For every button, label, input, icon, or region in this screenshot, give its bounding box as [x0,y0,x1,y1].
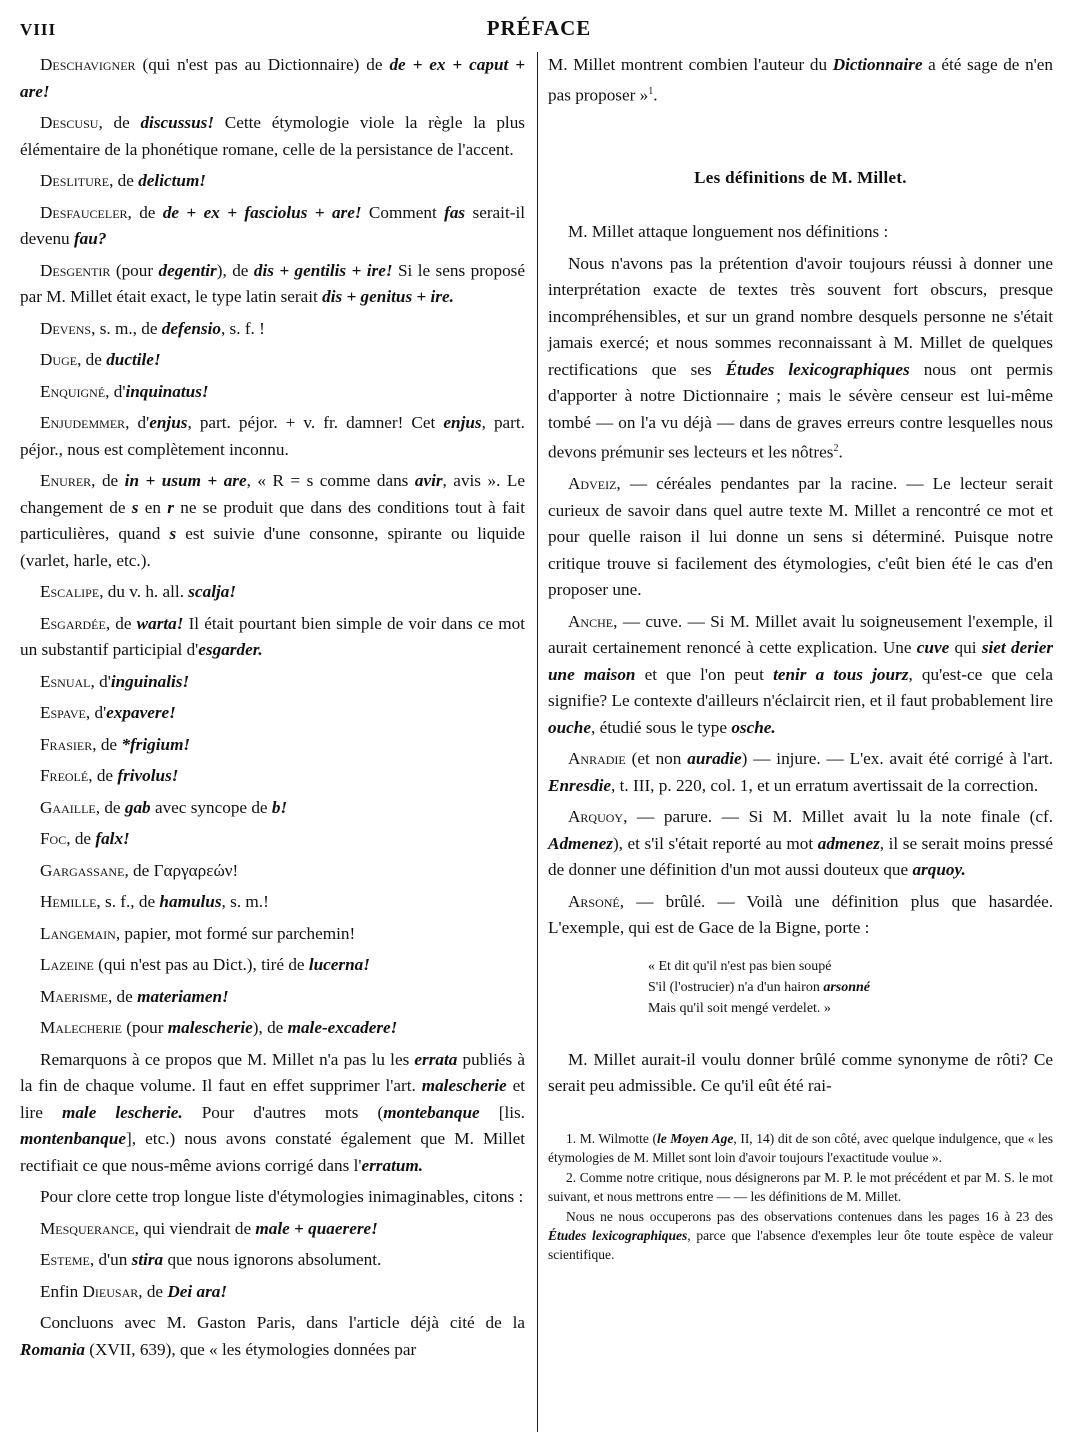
paragraph-concluons: Concluons avec M. Gaston Paris, dans l'article déjà cité de la Romania (XVII, 639), que « les étymologies données par [20,1313,525,1359]
entry-devens: Devens, s. m., de defensio, s. f. ! [40,318,265,338]
footnotes [548,1129,1053,1264]
paragraph-pretention: Nous n'avons pas la prétention d'avoir toujours réussi à donner une interprétation exacte de textes très souvent fort obscurs, presque incompréhensibles, et sur un grand nombre desquels personne ne s'était jamais exercé; et nous sommes reconnaissant à M. Millet de quelques rectifications que ses Études lexicographiques nous ont permis d'apporter à notre Dictionnaire ; mais le sévère censeur est lui-même tombé — on l'a vu déjà — dans de graves erreurs contre lesquelles nous devons prémunir ses lecteurs et les nôtres$^2$. [548,253,1053,462]
entry-duge: Duge, de ductile! [40,350,161,369]
entry-escalipe: Escalipe, du v. h. all. scalja! [40,582,237,601]
entry-descusu: Descusu, de discussus! Cette étymologie viole la règle la plus élémentaire de la phonétique romane, celle de la persistance de l'accent. [20,113,525,159]
entry-espave: Espave, d'expavere! [40,703,176,722]
footnote-rule [548,1122,1053,1123]
entry-hemille: Hemille, s. f., de hamulus, s. m.! [40,892,269,911]
entry-enquigne: Enquigné, d'inquinatus! [40,381,209,401]
entry-malecherie: Malecherie (pour malescherie), de male-excadere! [40,1018,398,1037]
entry-esgardee: Esgardée, de warta! Il était pourtant bien simple de voir dans ce mot un substantif participial d'esgarder. [20,613,525,659]
running-title: PRÉFACE [486,16,592,40]
entry-desgentir: Desgentir (pour degentir), de dis + gentilis + ire! Si le sens proposé par M. Millet était exact, le type latin serait dis + genitus + ire. [20,260,525,306]
paragraph-remarquons: Remarquons à ce propos que M. Millet n'a pas lu les errata publiés à la fin de chaque volume. Il faut en effet supprimer l'art. malescherie et lire male lescherie. Pour d'autres mots (montebanque [lis. montenbanque], etc.) nous avons constaté également que M. Millet rectifiait ce que nous-même avions corrigé dans l'erratum. [20,1049,525,1175]
entry-arquoy: Arquoy, — parure. — Si M. Millet avait lu la note finale (cf. Admenez), et s'il s'était reporté au mot admenez, il se serait moins pressé de donner une définition d'un mot aussi douteux que arquoy. [548,807,1054,880]
entry-desfauceler: Desfauceler, de de + ex + fasciolus + are! Comment fas serait-il devenu fau? [20,202,525,248]
entry-frasier: Frasier, de *frigium! [40,734,191,754]
column-divider [537,52,538,1432]
paragraph-continuation: M. Millet montrent combien l'auteur du Dictionnaire a été sage de n'en pas proposer »$^1$. [548,55,1053,105]
entry-anradie: Anradie (et non auradie) — injure. — L'ex. avait été corrigé à l'art. Enresdie, t. III, p. 220, col. 1, et un erratum avertissait de la correction. [548,749,1053,795]
footnote-2: 2. Comme notre critique, nous désignerons par M. P. le mot précédent et par M. S. le mot suivant, et nous mettrons entre — — les définitions de M. Millet. [548,1169,1053,1204]
entry-enurer: Enurer, de in + usum + are, « R = s comme dans avir, avis ». Le changement de s en r ne se produit que dans des conditions tout à fait particulières, quand s est suivie d'une consonne, spirante ou liquide (varlet, harle, etc.). [20,471,525,570]
entry-langemain: Langemain, papier, mot formé sur parchemin! [40,923,356,943]
entry-freole: Freolé, de frivolus! [40,766,179,785]
entry-gaaille: Gaaille, de gab avec syncope de b! [40,797,288,817]
paragraph-brule: M. Millet aurait-il voulu donner brûlé comme synonyme de rôti? Ce serait peu admissible. Ce qu'il eût été rai- [548,1049,1053,1096]
entry-maerisme: Maerisme, de materiamen! [40,986,229,1006]
entry-esnual: Esnual, d'inguinalis! [40,671,190,691]
entry-desliture: Desliture, de delictum! [40,171,206,190]
footnote-1: 1. M. Wilmotte (le Moyen Age, II, 14) dit de son côté, avec quelque indulgence, que « les étymologies de M. Millet sont loin d'avoir toujours l'exactitude voulue ». [548,1130,1053,1165]
paragraph-pour-clore: Pour clore cette trop longue liste d'étymologies inimaginables, citons : [40,1187,524,1206]
verse-line: S'il (l'ostrucier) n'a d'un hairon arsonné [648,979,871,995]
left-column [20,52,525,1368]
entry-enjudemmer: Enjudemmer, d'enjus, part. péjor. + v. fr. damner! Cet enjus, part. péjor., nous est complètement inconnu. [20,413,525,459]
right-column [548,52,1053,1265]
entry-adveiz: Adveiz, — céréales pendantes par la racine. — Le lecteur serait curieux de savoir dans quel autre texte M. Millet a rencontré ce mot et pour quelle raison il lui donne un sens si déterminé. Puisque notre critique trouve si facilement des étymologies, c'eût bien été le cas d'en proposer une. [548,474,1053,600]
section-title: Les définitions de M. Millet. [694,167,907,187]
entry-gargassane: Gargassane, de Γαργαρεών! [40,860,239,880]
footnote-3: Nous ne nous occuperons pas des observations contenues dans les pages 16 à 23 des Études lexicographiques, parce que l'absence d'exemples leur ôte toute espèce de valeur scientifique. [548,1208,1053,1262]
verse-quotation [648,956,1053,1019]
entry-anche: Anche, — cuve. — Si M. Millet avait lu soigneusement l'exemple, il aurait certainement renoncé à cette explication. Une cuve qui siet derier une maison et que l'on peut tenir a tous jourz, qu'est-ce que cela signifie? Le contexte d'ailleurs n'éclaircit rien, et il faut probablement lire ouche, étudié sous le type osche. [548,611,1054,737]
page-number: VIII [20,20,57,39]
paragraph-attaque: M. Millet attaque longuement nos définitions : [568,222,889,242]
entry-lazeine: Lazeine (qui n'est pas au Dict.), tiré de lucerna! [40,955,370,974]
entry-esteme: Esteme, d'un stira que nous ignorons absolument. [40,1250,382,1269]
verse-line: « Et dit qu'il n'est pas bien soupé [648,958,832,974]
verse-line: Mais qu'il soit mengé verdelet. » [648,1000,831,1016]
entry-dieusar: Enfin Dieusar, de Dei ara! [40,1281,228,1301]
entry-deschavigner: Deschavigner (qui n'est pas au Dictionnaire) de de + ex + caput + are! [20,55,526,101]
entry-foc: Foc, de falx! [40,829,130,848]
entry-mesquerance: Mesquerance, qui viendrait de male + quaerere! [40,1218,378,1238]
entry-arsone: Arsoné, — brûlé. — Voilà une définition plus que hasardée. L'exemple, qui est de Gace de la Bigne, porte : [548,891,1053,938]
